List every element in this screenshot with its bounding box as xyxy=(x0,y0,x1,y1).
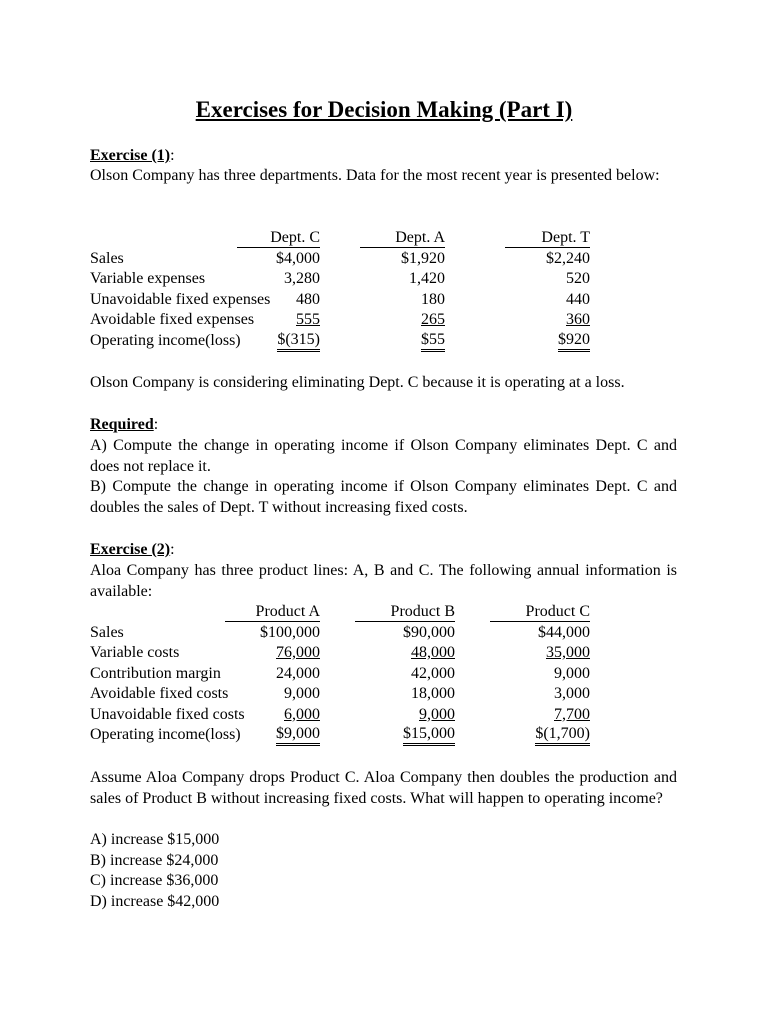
exercise-2-question: Assume Aloa Company drops Product C. Aloa Company then doubles the production and sales of Product B without increasing fixed costs. What will happen to operating income? xyxy=(90,769,677,807)
table-row xyxy=(90,331,590,352)
required-heading: Required: xyxy=(90,416,159,433)
cell-value: 24,000 xyxy=(276,664,320,682)
row-label: Operating income(loss) xyxy=(90,726,241,743)
row-label: Operating income(loss) xyxy=(90,331,241,349)
cell-value: 18,000 xyxy=(411,685,455,702)
exercise-1-heading: Exercise (1): xyxy=(90,147,175,164)
cell-value: 180 xyxy=(421,290,445,308)
cell-value: 9,000 xyxy=(554,664,590,682)
cell-value: 35,000 xyxy=(546,644,590,661)
table-row xyxy=(90,310,590,331)
table-row xyxy=(90,249,590,270)
column-header: Product B xyxy=(355,602,455,622)
cell-value: 3,000 xyxy=(554,685,590,702)
table-row xyxy=(90,684,590,705)
row-label: Variable expenses xyxy=(90,270,206,287)
table-row xyxy=(90,725,590,746)
cell-value: 480 xyxy=(296,290,320,308)
cell-value: $9,000 xyxy=(276,725,320,746)
column-header: Product A xyxy=(225,602,320,622)
choice-d: D) increase $42,000 xyxy=(90,892,220,910)
cell-value: $90,000 xyxy=(403,623,455,641)
row-label: Sales xyxy=(90,249,124,267)
cell-value: $2,240 xyxy=(546,249,590,267)
answer-choices xyxy=(90,830,677,912)
row-label: Variable costs xyxy=(90,644,180,661)
choice-a: A) increase $15,000 xyxy=(90,831,220,848)
row-label: Unavoidable fixed expenses xyxy=(90,290,271,308)
cell-value: 48,000 xyxy=(411,644,455,661)
exercise-2-table-grid xyxy=(90,602,590,746)
column-header: Dept. A xyxy=(360,228,445,248)
row-label: Avoidable fixed costs xyxy=(90,685,229,702)
cell-value: 360 xyxy=(566,311,590,328)
required-part-a: A) Compute the change in operating income if Olson Company eliminates Dept. C and does not replace it. xyxy=(90,437,677,475)
table-row xyxy=(90,290,590,311)
table-row xyxy=(90,269,590,290)
table-header-row xyxy=(90,228,590,249)
row-label: Contribution margin xyxy=(90,664,221,682)
table-row xyxy=(90,623,590,644)
cell-value: 555 xyxy=(296,311,320,328)
cell-value: $1,920 xyxy=(401,249,445,267)
exercise-2-heading: Exercise (2): xyxy=(90,541,175,558)
exercise-1-intro: Olson Company has three departments. Data for the most recent year is presented below: xyxy=(90,167,660,184)
cell-value: $55 xyxy=(421,331,445,352)
cell-value: 9,000 xyxy=(284,685,320,702)
row-label: Avoidable fixed expenses xyxy=(90,311,255,328)
cell-value: 42,000 xyxy=(411,664,455,682)
cell-value: 1,420 xyxy=(409,270,445,287)
cell-value: $44,000 xyxy=(538,623,590,641)
cell-value: $920 xyxy=(558,331,590,352)
table-row xyxy=(90,705,590,726)
choice-c: C) increase $36,000 xyxy=(90,872,219,889)
cell-value: 76,000 xyxy=(276,644,320,661)
exercise-1-table-grid xyxy=(90,228,590,351)
cell-value: $4,000 xyxy=(276,249,320,267)
exercise-2-intro: Aloa Company has three product lines: A, B and C. The following annual information is available: xyxy=(90,562,677,600)
row-label: Unavoidable fixed costs xyxy=(90,705,245,723)
table-row xyxy=(90,643,590,664)
cell-value: $(1,700) xyxy=(535,725,590,746)
cell-value: $(315) xyxy=(277,331,320,352)
cell-value: $100,000 xyxy=(260,623,320,641)
column-header: Dept. T xyxy=(505,228,590,248)
cell-value: 520 xyxy=(566,270,590,287)
cell-value: 9,000 xyxy=(419,705,455,723)
cell-value: 6,000 xyxy=(284,705,320,723)
table-row xyxy=(90,664,590,685)
row-label: Sales xyxy=(90,623,124,641)
cell-value: 3,280 xyxy=(284,270,320,287)
cell-value: 7,700 xyxy=(554,705,590,723)
cell-value: 440 xyxy=(566,290,590,308)
required-part-b: B) Compute the change in operating income if Olson Company eliminates Dept. C and doubles the sales of Dept. T without increasing fixed costs. xyxy=(90,478,677,516)
column-header: Dept. C xyxy=(237,228,320,248)
exercise-1-note: Olson Company is considering eliminating Dept. C because it is operating at a loss. xyxy=(90,374,625,391)
column-header: Product C xyxy=(490,602,590,622)
choice-b: B) increase $24,000 xyxy=(90,851,219,869)
cell-value: $15,000 xyxy=(403,725,455,746)
table-header-row xyxy=(90,602,590,623)
page-title: Exercises for Decision Making (Part I) xyxy=(195,97,573,122)
cell-value: 265 xyxy=(421,311,445,328)
